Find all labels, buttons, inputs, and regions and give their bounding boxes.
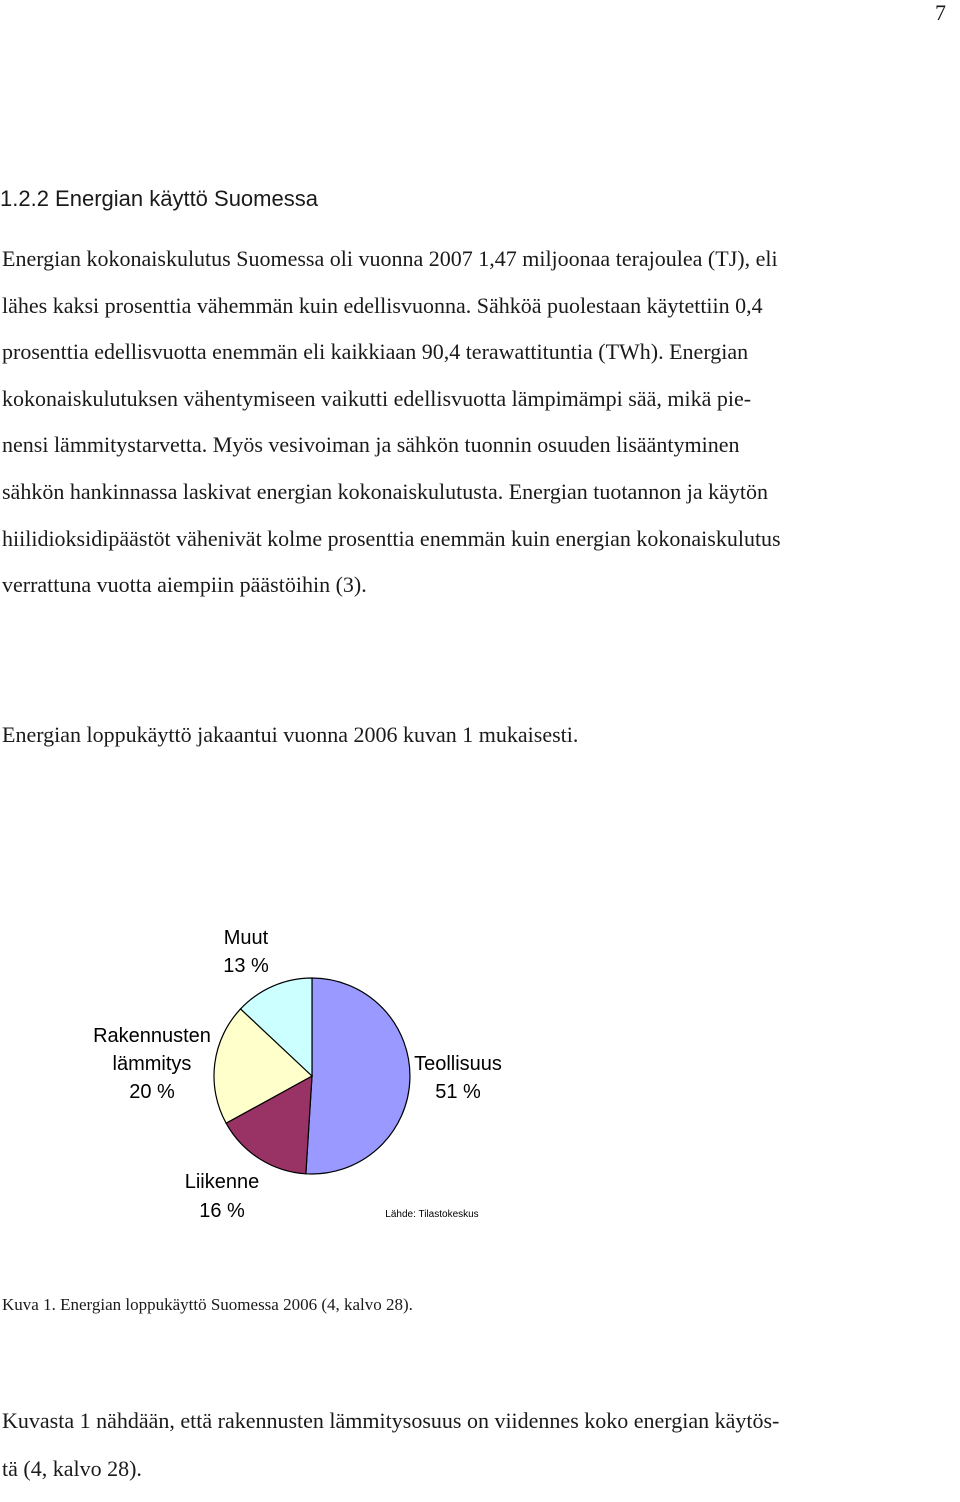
slice-value-rakennusten: 20 % <box>129 1081 175 1103</box>
chart-source-note: Lähde: Tilastokeskus <box>385 1209 479 1220</box>
paragraph-line: prosenttia edellisvuotta enemmän eli kaikkiaan 90,4 terawattituntia (TWh). Energian <box>2 339 749 365</box>
slice-value-liikenne: 16 % <box>199 1200 245 1222</box>
paragraph-line: kokonaiskulutuksen vähentymiseen vaikutti edellisvuotta lämpimämpi sää, mikä pie- <box>2 385 752 411</box>
paragraph-line: nensi lämmitystarvetta. Myös vesivoiman ja sähkön tuonnin osuuden lisääntyminen <box>2 432 740 458</box>
pie-slice-teollisuus <box>306 978 410 1174</box>
section-heading: 1.2.2 Energian käyttö Suomessa <box>0 186 318 211</box>
paragraph-line: Kuvasta 1 nähdään, että rakennusten lämmitysosuus on viidennes koko energian käytös- <box>2 1408 780 1433</box>
paragraph-end-use-intro: Energian loppukäyttö jakaantui vuonna 2006 kuvan 1 mukaisesti. <box>2 722 579 747</box>
pie-slices <box>214 978 410 1174</box>
page-number: 7 <box>935 0 946 25</box>
paragraph-line: lähes kaksi prosenttia vähemmän kuin edellisvuonna. Sähköä puolestaan käytettiin 0,4 <box>2 292 763 318</box>
paragraph-line: Energian kokonaiskulutus Suomessa oli vuonna 2007 1,47 miljoonaa terajoulea (TJ), eli <box>2 246 778 271</box>
slice-label-rakennusten-line1: Rakennusten <box>93 1025 211 1047</box>
slice-label-liikenne: Liikenne <box>184 1171 260 1193</box>
figure-caption: Kuva 1. Energian loppukäyttö Suomessa 2006 (4, kalvo 28). <box>2 1295 413 1314</box>
paragraph-line: verrattuna vuotta aiempiin päästöihin (3). <box>2 572 367 598</box>
slice-value-muut: 13 % <box>223 955 269 977</box>
slice-label-muut: Muut <box>223 927 269 949</box>
paragraph-line: sähkön hankinnassa laskivat energian kokonaiskulutusta. Energian tuotannon ja käytön <box>2 478 768 504</box>
pie-chart <box>0 900 960 1240</box>
paragraph-energy-consumption <box>2 244 958 617</box>
paragraph-line: tä (4, kalvo 28). <box>2 1456 142 1481</box>
paragraph-line: hiilidioksidipäästöt vähenivät kolme prosenttia enemmän kuin energian kokonaiskulutus <box>2 525 781 551</box>
slice-label-rakennusten-line2: lämmitys <box>112 1053 192 1075</box>
slice-label-teollisuus: Teollisuus <box>414 1053 502 1075</box>
slice-value-teollisuus: 51 % <box>435 1081 481 1103</box>
paragraph-conclusion <box>2 1406 958 1502</box>
